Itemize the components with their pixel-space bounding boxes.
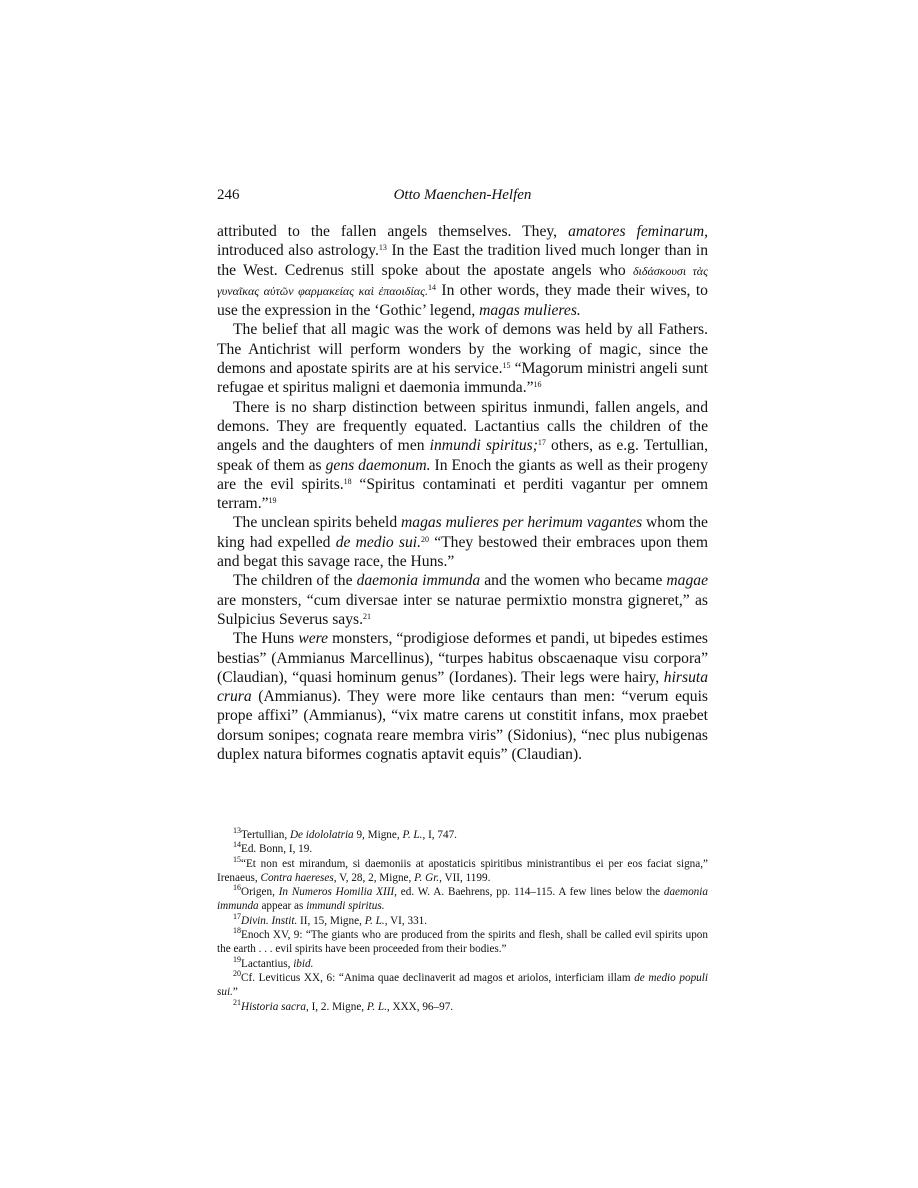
footnote-ref-19[interactable]: 19 <box>268 496 277 506</box>
paragraph-4 <box>217 513 708 571</box>
text-run: monsters, “prodigiose deformes et pandi, ut bipedes estimes bestias” (Ammianus Marcellinus), “turpes habitus obscaenaque visu corpora” (Claudian), “quasi hominum genus” (Iordanes). Their legs were hairy, <box>217 630 708 686</box>
text-run: In other words, they made their wives, to use the expression in the ‘Gothic’ legend, <box>217 281 708 320</box>
text-run: Ed. Bonn, I, 19. <box>241 843 313 856</box>
text-run: 9, Migne, <box>353 829 403 841</box>
italic-run: de medio sui. <box>335 533 422 551</box>
paragraph-5 <box>217 571 708 629</box>
text-run: introduced also astrology. <box>217 242 379 260</box>
footnote-number: 15 <box>233 854 241 864</box>
footnote-21 <box>217 997 708 1014</box>
text-run: “Spiritus contaminati et perditi vagantur per omnem terram.” <box>217 475 708 513</box>
footnote-number: 13 <box>233 826 241 835</box>
footnote-19 <box>217 954 708 971</box>
italic-run: P. Gr. <box>414 871 440 884</box>
text-run: The Huns <box>233 630 299 648</box>
page-number: 246 <box>217 187 240 203</box>
text-run: Tertullian, <box>241 829 290 841</box>
footnote-number: 17 <box>233 911 241 921</box>
text-run: Cf. Leviticus XX, 6: “Anima quae declinaverit ad magos et ariolos, interficiam illam <box>241 971 635 984</box>
italic-run: magae <box>666 572 708 590</box>
text-run: Lactantius, <box>241 957 294 970</box>
footnote-number: 20 <box>233 968 241 978</box>
footnote-13 <box>217 828 708 842</box>
paragraph-1 <box>217 222 708 320</box>
italic-run: daemonia immunda <box>217 886 708 913</box>
text-run: attributed to the fallen angels themselves. They, <box>217 223 569 240</box>
footnote-ref-15[interactable]: 15 <box>502 361 511 371</box>
italic-run: Divin. Instit. <box>241 914 298 927</box>
text-run: The belief that all magic was the work of demons was held by all Fathers. The Antichrist will perform wonders by the working of magic, since the demons and apostate spirits are at his service. <box>217 321 708 378</box>
paragraph-3 <box>217 398 708 514</box>
footnote-18 <box>217 928 708 957</box>
italic-run: De idololatria <box>289 829 354 841</box>
footnote-ref-20[interactable]: 20 <box>421 534 430 544</box>
italic-run: were <box>298 630 329 648</box>
text-run: In Enoch the giants as well as their progeny are the evil spirits. <box>217 456 709 493</box>
text-run: , VII, 1199. <box>439 871 491 884</box>
text-run: , VI, 331. <box>384 914 428 927</box>
italic-run: magas mulieres. <box>479 302 581 320</box>
footnote-number: 19 <box>233 954 241 964</box>
footnote-ref-21[interactable]: 21 <box>362 611 371 621</box>
paragraph-6 <box>217 629 708 764</box>
footnote-17 <box>217 911 708 928</box>
footnote-14 <box>217 842 708 856</box>
footnote-ref-18[interactable]: 18 <box>343 476 352 486</box>
text-run: and the women who became <box>480 572 667 590</box>
italic-run: hirsuta crura <box>217 668 708 706</box>
italic-run: inmundi spiritus; <box>429 437 538 455</box>
italic-run: ibid. <box>293 957 314 970</box>
paragraph-2 <box>217 320 708 397</box>
footnote-number: 21 <box>233 997 241 1007</box>
footnote-ref-13[interactable]: 13 <box>378 243 387 253</box>
italic-run: P. L. <box>366 1000 387 1013</box>
text-run: There is no sharp distinction between spiritus inmundi, fallen angels, and demons. They are frequently equated. Lactantius calls the children of the angels and the daughters of men <box>217 398 708 455</box>
greek-quote: διδάσκουσι τὰς γυναῖκας αὐτῶν φαρμακείας καὶ ἐπαοιδίας. <box>217 263 708 298</box>
text-run: (Ammianus). They were more like centaurs than men: “verum equis prope affixi” (Ammianus), “vix matre carens ut constitit infans, mox praebet dorsum sonipes; cognata reare membra viris” (Sidonius), “nec plus nubigenas duplex natura biformes cognatis aptavit equis” (Claudian). <box>217 688 708 764</box>
body-text <box>217 222 708 764</box>
text-run: , XXX, 96–97. <box>386 1000 454 1013</box>
footnote-20 <box>217 968 708 1000</box>
italic-run: gens daemonum. <box>325 456 431 474</box>
text-run: , V, 28, 2, Migne, <box>333 871 415 884</box>
text-run: Origen, <box>241 886 279 899</box>
footnote-ref-17[interactable]: 17 <box>537 438 546 448</box>
italic-run: In Numeros Homilia XIII <box>278 886 395 899</box>
text-run: others, as e.g. Tertullian, speak of them as <box>217 437 708 474</box>
text-run: , I, 747. <box>422 829 457 841</box>
text-run: “Et non est mirandum, si daemoniis at apostaticis spiritibus ministrantibus ei per eos faciat signa,” Irenaeus, <box>217 857 708 884</box>
text-run: appear as <box>258 900 307 913</box>
italic-run: P. L. <box>364 914 385 927</box>
italic-run: amatores feminarum, <box>568 223 708 240</box>
italic-run: Contra haereses <box>260 871 334 884</box>
running-head: Otto Maenchen-Helfen <box>393 187 532 203</box>
italic-run: P. L. <box>402 829 423 841</box>
footnote-ref-14[interactable]: 14 <box>427 282 436 292</box>
footnote-number: 18 <box>233 926 241 936</box>
text-run: In the East the tradition lived much longer than in the West. Cedrenus still spoke about the apostate angels who <box>217 242 708 279</box>
italic-run: magas mulieres per herimum vagantes <box>401 514 643 532</box>
text-run: , I, 2. Migne, <box>305 1000 367 1013</box>
text-run: whom the king had expelled <box>217 514 708 551</box>
text-run: The children of the <box>233 572 357 590</box>
footnote-15 <box>217 854 708 886</box>
footnote-number: 16 <box>233 883 241 893</box>
text-run: Enoch XV, 9: “The giants who are produced from the spirits and flesh, shall be called evil spirits upon the earth . . . evil spirits have been proceeded from their bodies.” <box>217 929 708 956</box>
text-run: “Magorum ministri angeli sunt refugae et spiritus maligni et daemonia immunda.” <box>217 360 708 397</box>
footnote-ref-16[interactable]: 16 <box>533 380 542 390</box>
footnote-number: 14 <box>233 840 241 850</box>
footnote-16 <box>217 885 708 914</box>
italic-run: de medio populi sui. <box>217 971 708 999</box>
italic-run: immundi spiritus. <box>306 900 385 913</box>
footnotes <box>217 828 708 1014</box>
italic-run: daemonia immunda <box>356 572 481 590</box>
text-run: II, 15, Migne, <box>297 914 365 927</box>
text-run: ” <box>232 986 238 999</box>
text-run: “They bestowed their embraces upon them and begat this savage race, the Huns.” <box>217 533 708 571</box>
text-run: are monsters, “cum diversae inter se naturae permixtio monstra gigneret,” as Sulpicius Severus says. <box>217 591 708 628</box>
text-run: , ed. W. A. Baehrens, pp. 114–115. A few lines below the <box>394 886 664 899</box>
italic-run: Historia sacra <box>241 1000 306 1013</box>
text-run: The unclean spirits beheld <box>233 514 402 532</box>
